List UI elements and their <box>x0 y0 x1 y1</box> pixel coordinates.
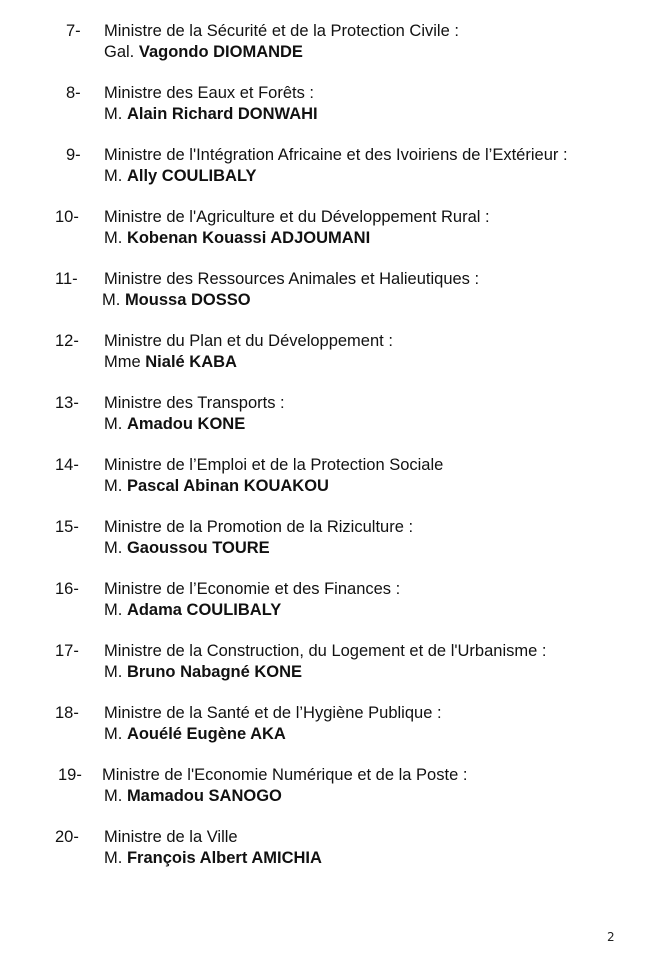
person-name: François Albert AMICHIA <box>126 849 322 867</box>
honorific: M. <box>104 105 123 123</box>
person-name: Adama COULIBALY <box>126 601 282 619</box>
person-name: Amadou KONE <box>126 415 246 433</box>
list-item <box>0 764 648 814</box>
item-number: 7- <box>66 22 81 40</box>
ministry-title: Ministre de la Santé et de l’Hygiène Publique : <box>104 704 442 722</box>
item-number: 16- <box>55 580 79 598</box>
minister-name <box>104 537 270 559</box>
ministry-title: Ministre de la Sécurité et de la Protection Civile : <box>104 22 459 40</box>
list-item <box>0 206 648 256</box>
person-name: Nialé KABA <box>145 353 237 371</box>
honorific: M. <box>104 601 123 619</box>
minister-name <box>104 661 302 683</box>
list-item <box>0 330 648 380</box>
list-item <box>0 516 648 566</box>
ministry-title: Ministre de la Promotion de la Riziculture : <box>104 518 414 536</box>
item-number: 13- <box>55 394 79 412</box>
minister-name <box>104 165 257 187</box>
honorific: M. <box>104 229 123 247</box>
person-name: Aouélé Eugène AKA <box>126 725 286 743</box>
person-name: Pascal Abinan KOUAKOU <box>126 477 329 495</box>
honorific: M. <box>104 539 123 557</box>
ministry-title: Ministre des Eaux et Forêts : <box>104 84 314 102</box>
list-item <box>0 82 648 132</box>
ministry-title: Ministre du Plan et du Développement : <box>104 332 393 350</box>
item-number: 9- <box>66 146 81 164</box>
ministry-title: Ministre des Transports : <box>104 394 285 412</box>
list-item <box>0 392 648 442</box>
person-name: Bruno Nabagné KONE <box>126 663 303 681</box>
minister-name <box>104 475 329 497</box>
ministry-title: Ministre de l'Intégration Africaine et des Ivoiriens de l’Extérieur : <box>104 146 568 164</box>
minister-name <box>104 351 237 373</box>
ministry-title: Ministre de l’Emploi et de la Protection Sociale <box>104 456 444 474</box>
honorific: M. <box>104 725 123 743</box>
list-item <box>0 144 648 194</box>
item-number: 19- <box>58 766 82 784</box>
item-number: 11- <box>55 270 78 288</box>
list-item <box>0 702 648 752</box>
item-number: 15- <box>55 518 79 536</box>
item-number: 8- <box>66 84 81 102</box>
list-item <box>0 640 648 690</box>
list-item <box>0 20 648 70</box>
ministry-title: Ministre de la Construction, du Logement et de l'Urbanisme : <box>104 642 547 660</box>
person-name: Moussa DOSSO <box>124 291 251 309</box>
person-name: Alain Richard DONWAHI <box>126 105 318 123</box>
minister-name <box>104 785 282 807</box>
honorific: M. <box>102 291 121 309</box>
honorific: M. <box>104 477 123 495</box>
ministry-title: Ministre de la Ville <box>104 828 238 846</box>
minister-name <box>104 103 318 125</box>
honorific: M. <box>104 849 123 867</box>
ministry-title: Ministre de l'Economie Numérique et de la Poste : <box>102 766 468 784</box>
minister-name <box>104 227 370 249</box>
item-number: 10- <box>55 208 79 226</box>
honorific: M. <box>104 787 123 805</box>
person-name: Kobenan Kouassi ADJOUMANI <box>126 229 371 247</box>
ministry-title: Ministre des Ressources Animales et Halieutiques : <box>104 270 480 288</box>
person-name: Gaoussou TOURE <box>126 539 270 557</box>
honorific: Mme <box>104 353 141 371</box>
list-item <box>0 454 648 504</box>
minister-name <box>104 847 322 869</box>
person-name: Vagondo DIOMANDE <box>138 43 303 61</box>
list-item <box>0 826 648 876</box>
minister-name <box>104 599 281 621</box>
honorific: M. <box>104 167 123 185</box>
minister-name <box>104 413 245 435</box>
ministry-title: Ministre de l’Economie et des Finances : <box>104 580 401 598</box>
item-number: 18- <box>55 704 79 722</box>
item-number: 12- <box>55 332 79 350</box>
honorific: M. <box>104 415 123 433</box>
person-name: Ally COULIBALY <box>126 167 257 185</box>
honorific: Gal. <box>104 43 135 61</box>
person-name: Mamadou SANOGO <box>126 787 282 805</box>
minister-name <box>104 723 286 745</box>
item-number: 20- <box>55 828 79 846</box>
list-item <box>0 268 648 318</box>
list-item <box>0 578 648 628</box>
item-number: 14- <box>55 456 79 474</box>
page-number: 2 <box>607 930 615 944</box>
minister-name <box>102 289 251 311</box>
minister-name <box>104 41 303 63</box>
item-number: 17- <box>55 642 79 660</box>
honorific: M. <box>104 663 123 681</box>
ministry-title: Ministre de l'Agriculture et du Développement Rural : <box>104 208 490 226</box>
